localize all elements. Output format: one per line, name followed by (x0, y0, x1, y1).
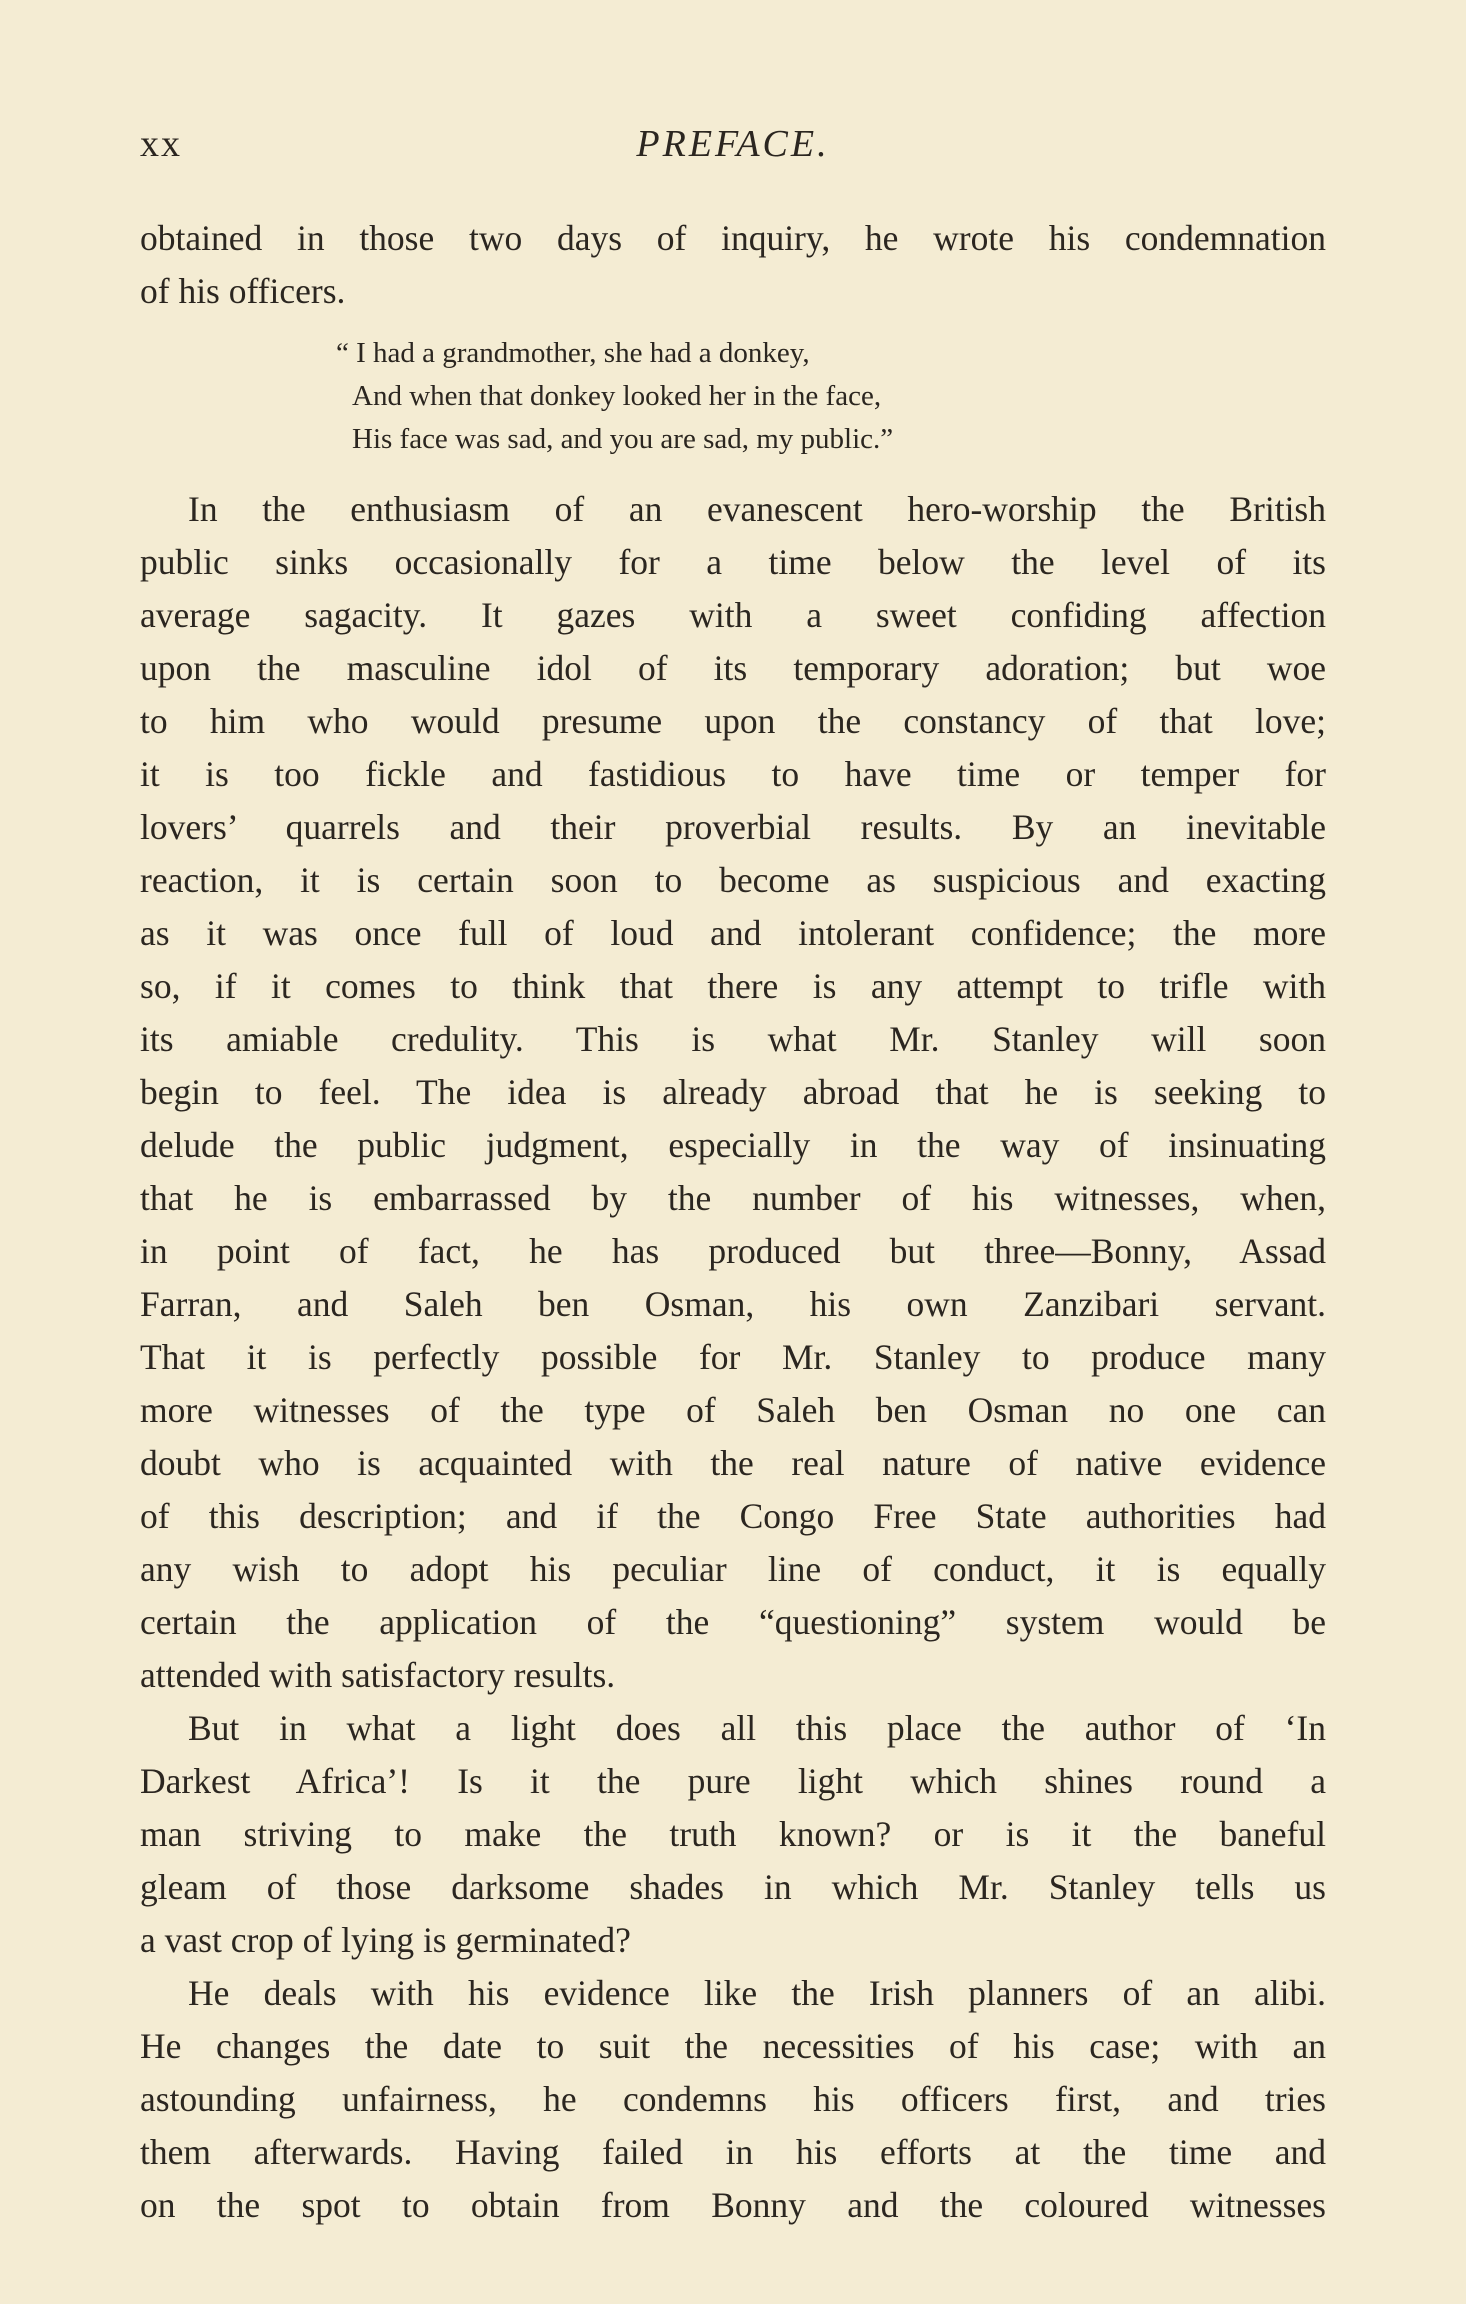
text-line: it is too fickle and fastidious to have time or temper for (140, 754, 1326, 794)
text-line: average sagacity. It gazes with a sweet confiding affection (140, 595, 1326, 635)
text-line: in point of fact, he has produced but three—Bonny, Assad (140, 1231, 1326, 1271)
text-line: man striving to make the truth known? or is it the baneful (140, 1814, 1326, 1854)
text-line: upon the masculine idol of its temporary adoration; but woe (140, 648, 1326, 688)
text-line: gleam of those darksome shades in which Mr. Stanley tells us (140, 1867, 1326, 1907)
text-line: lovers’ quarrels and their proverbial results. By an inevitable (140, 807, 1326, 847)
text-line: that he is embarrassed by the number of his witnesses, when, (140, 1178, 1326, 1218)
text-line: reaction, it is certain soon to become as suspicious and exacting (140, 860, 1326, 900)
text-line: He deals with his evidence like the Irish planners of an alibi. (188, 1973, 1326, 2013)
text-line: begin to feel. The idea is already abroad that he is seeking to (140, 1072, 1326, 1112)
text-line: That it is perfectly possible for Mr. Stanley to produce many (140, 1337, 1326, 1377)
page-number: xx (140, 123, 182, 165)
text-line: Darkest Africa’! Is it the pure light which shines round a (140, 1761, 1326, 1801)
text-line: its amiable credulity. This is what Mr. Stanley will soon (140, 1019, 1326, 1059)
text-line: attended with satisfactory results. (140, 1655, 616, 1695)
quote-line: His face was sad, and you are sad, my public.” (352, 423, 894, 455)
text-line: of this description; and if the Congo Free State authorities had (140, 1496, 1326, 1536)
text-line: more witnesses of the type of Saleh ben Osman no one can (140, 1390, 1326, 1430)
text-line: of his officers. (140, 271, 346, 311)
text-line: Farran, and Saleh ben Osman, his own Zanzibari servant. (140, 1284, 1326, 1324)
text-line: delude the public judgment, especially in the way of insinuating (140, 1125, 1326, 1165)
text-line: public sinks occasionally for a time below the level of its (140, 542, 1326, 582)
verse-quote (336, 332, 1326, 461)
quote-line: “ I had a grandmother, she had a donkey, (336, 337, 810, 369)
running-title: PREFACE. (636, 123, 830, 165)
text-line: as it was once full of loud and intolerant confidence; the more (140, 913, 1326, 953)
text-line: doubt who is acquainted with the real nature of native evidence (140, 1443, 1326, 1483)
text-line: on the spot to obtain from Bonny and the coloured witnesses (140, 2185, 1326, 2225)
paragraph-evidence (140, 1967, 1326, 2232)
text-line: obtained in those two days of inquiry, he wrote his condemnation (140, 218, 1326, 258)
paragraph-hero-worship (140, 483, 1326, 1702)
body-text (140, 212, 1326, 2232)
paragraph-darkest-africa (140, 1702, 1326, 1967)
text-line: astounding unfairness, he condemns his officers first, and tries (140, 2079, 1326, 2119)
text-line: them afterwards. Having failed in his efforts at the time and (140, 2132, 1326, 2172)
text-line: any wish to adopt his peculiar line of conduct, it is equally (140, 1549, 1326, 1589)
text-line: But in what a light does all this place the author of ‘In (188, 1708, 1326, 1748)
opening-paragraph (140, 212, 1326, 318)
text-line: to him who would presume upon the constancy of that love; (140, 701, 1326, 741)
text-line: In the enthusiasm of an evanescent hero-worship the British (188, 489, 1326, 529)
running-head (140, 122, 1326, 172)
text-line: so, if it comes to think that there is any attempt to trifle with (140, 966, 1326, 1006)
quote-line: And when that donkey looked her in the face, (352, 380, 882, 412)
text-line: certain the application of the “questioning” system would be (140, 1602, 1326, 1642)
text-line: He changes the date to suit the necessities of his case; with an (140, 2026, 1326, 2066)
text-line: a vast crop of lying is germinated? (140, 1920, 631, 1960)
